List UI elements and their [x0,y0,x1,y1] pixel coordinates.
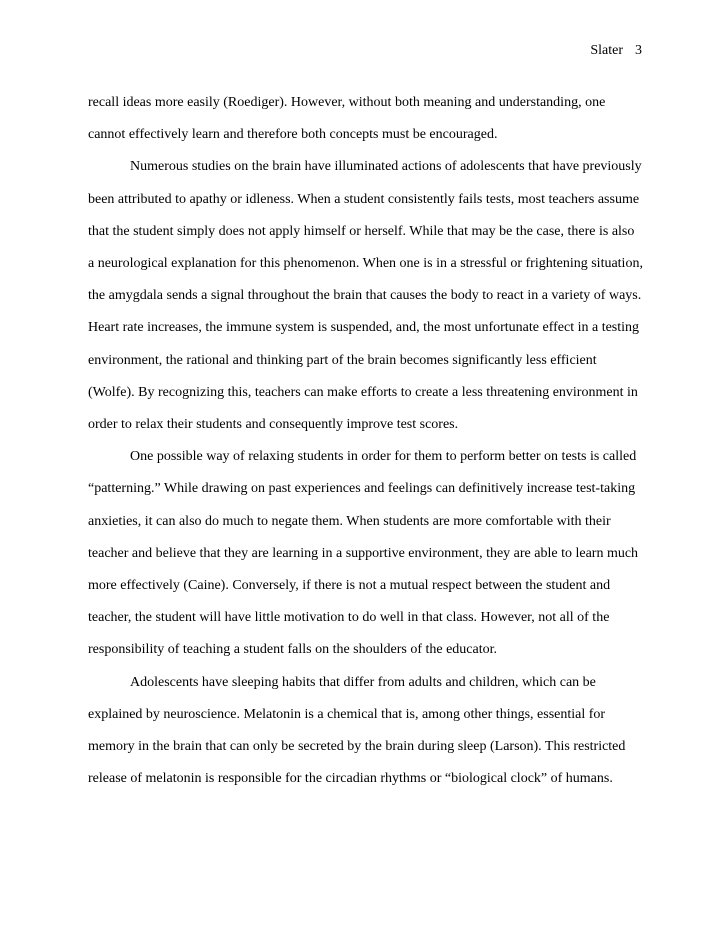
running-header [590,42,642,60]
paragraph-4: Adolescents have sleeping habits that differ from adults and children, which can be explained by neuroscience. Melatonin is a chemical that is, among other things, essential for memory in the brain that can only be secreted by the brain during sleep (Larson). This restricted release of melatonin is responsible for the circadian rhythms or “biological clock” of humans. [88,674,626,787]
paragraph-1: recall ideas more easily (Roediger). However, without both meaning and understanding, one cannot effectively learn and therefore both concepts must be encouraged. [88,95,606,143]
body-text [88,87,644,795]
paragraph-2: Numerous studies on the brain have illuminated actions of adolescents that have previously been attributed to apathy or idleness. When a student consistently fails tests, most teachers assume that the student simply does not apply himself or herself. While that may be the case, there is also a neurological explanation for this phenomenon. When one is in a stressful or frightening situation, the amygdala sends a signal throughout the brain that causes the body to react in a variety of ways. Heart rate increases, the immune system is suspended, and, the most unfortunate effect in a testing environment, the rational and thinking part of the brain becomes significantly less efficient (Wolfe). By recognizing this, teachers can make efforts to create a less threatening environment in order to relax their students and consequently improve test scores. [88,159,643,433]
header-page-number: 3 [635,43,642,58]
paragraph-3: One possible way of relaxing students in order for them to perform better on tests is called “patterning.” While drawing on past experiences and feelings can definitively increase test-taking anxieties, it can also do much to negate them. When students are more comfortable with their teacher and believe that they are learning in a supportive environment, they are able to learn much more effectively (Caine). Conversely, if there is not a mutual respect between the student and teacher, the student will have little motivation to do well in that class. However, not all of the responsibility of teaching a student falls on the shoulders of the educator. [88,449,639,658]
header-author: Slater [590,43,623,58]
